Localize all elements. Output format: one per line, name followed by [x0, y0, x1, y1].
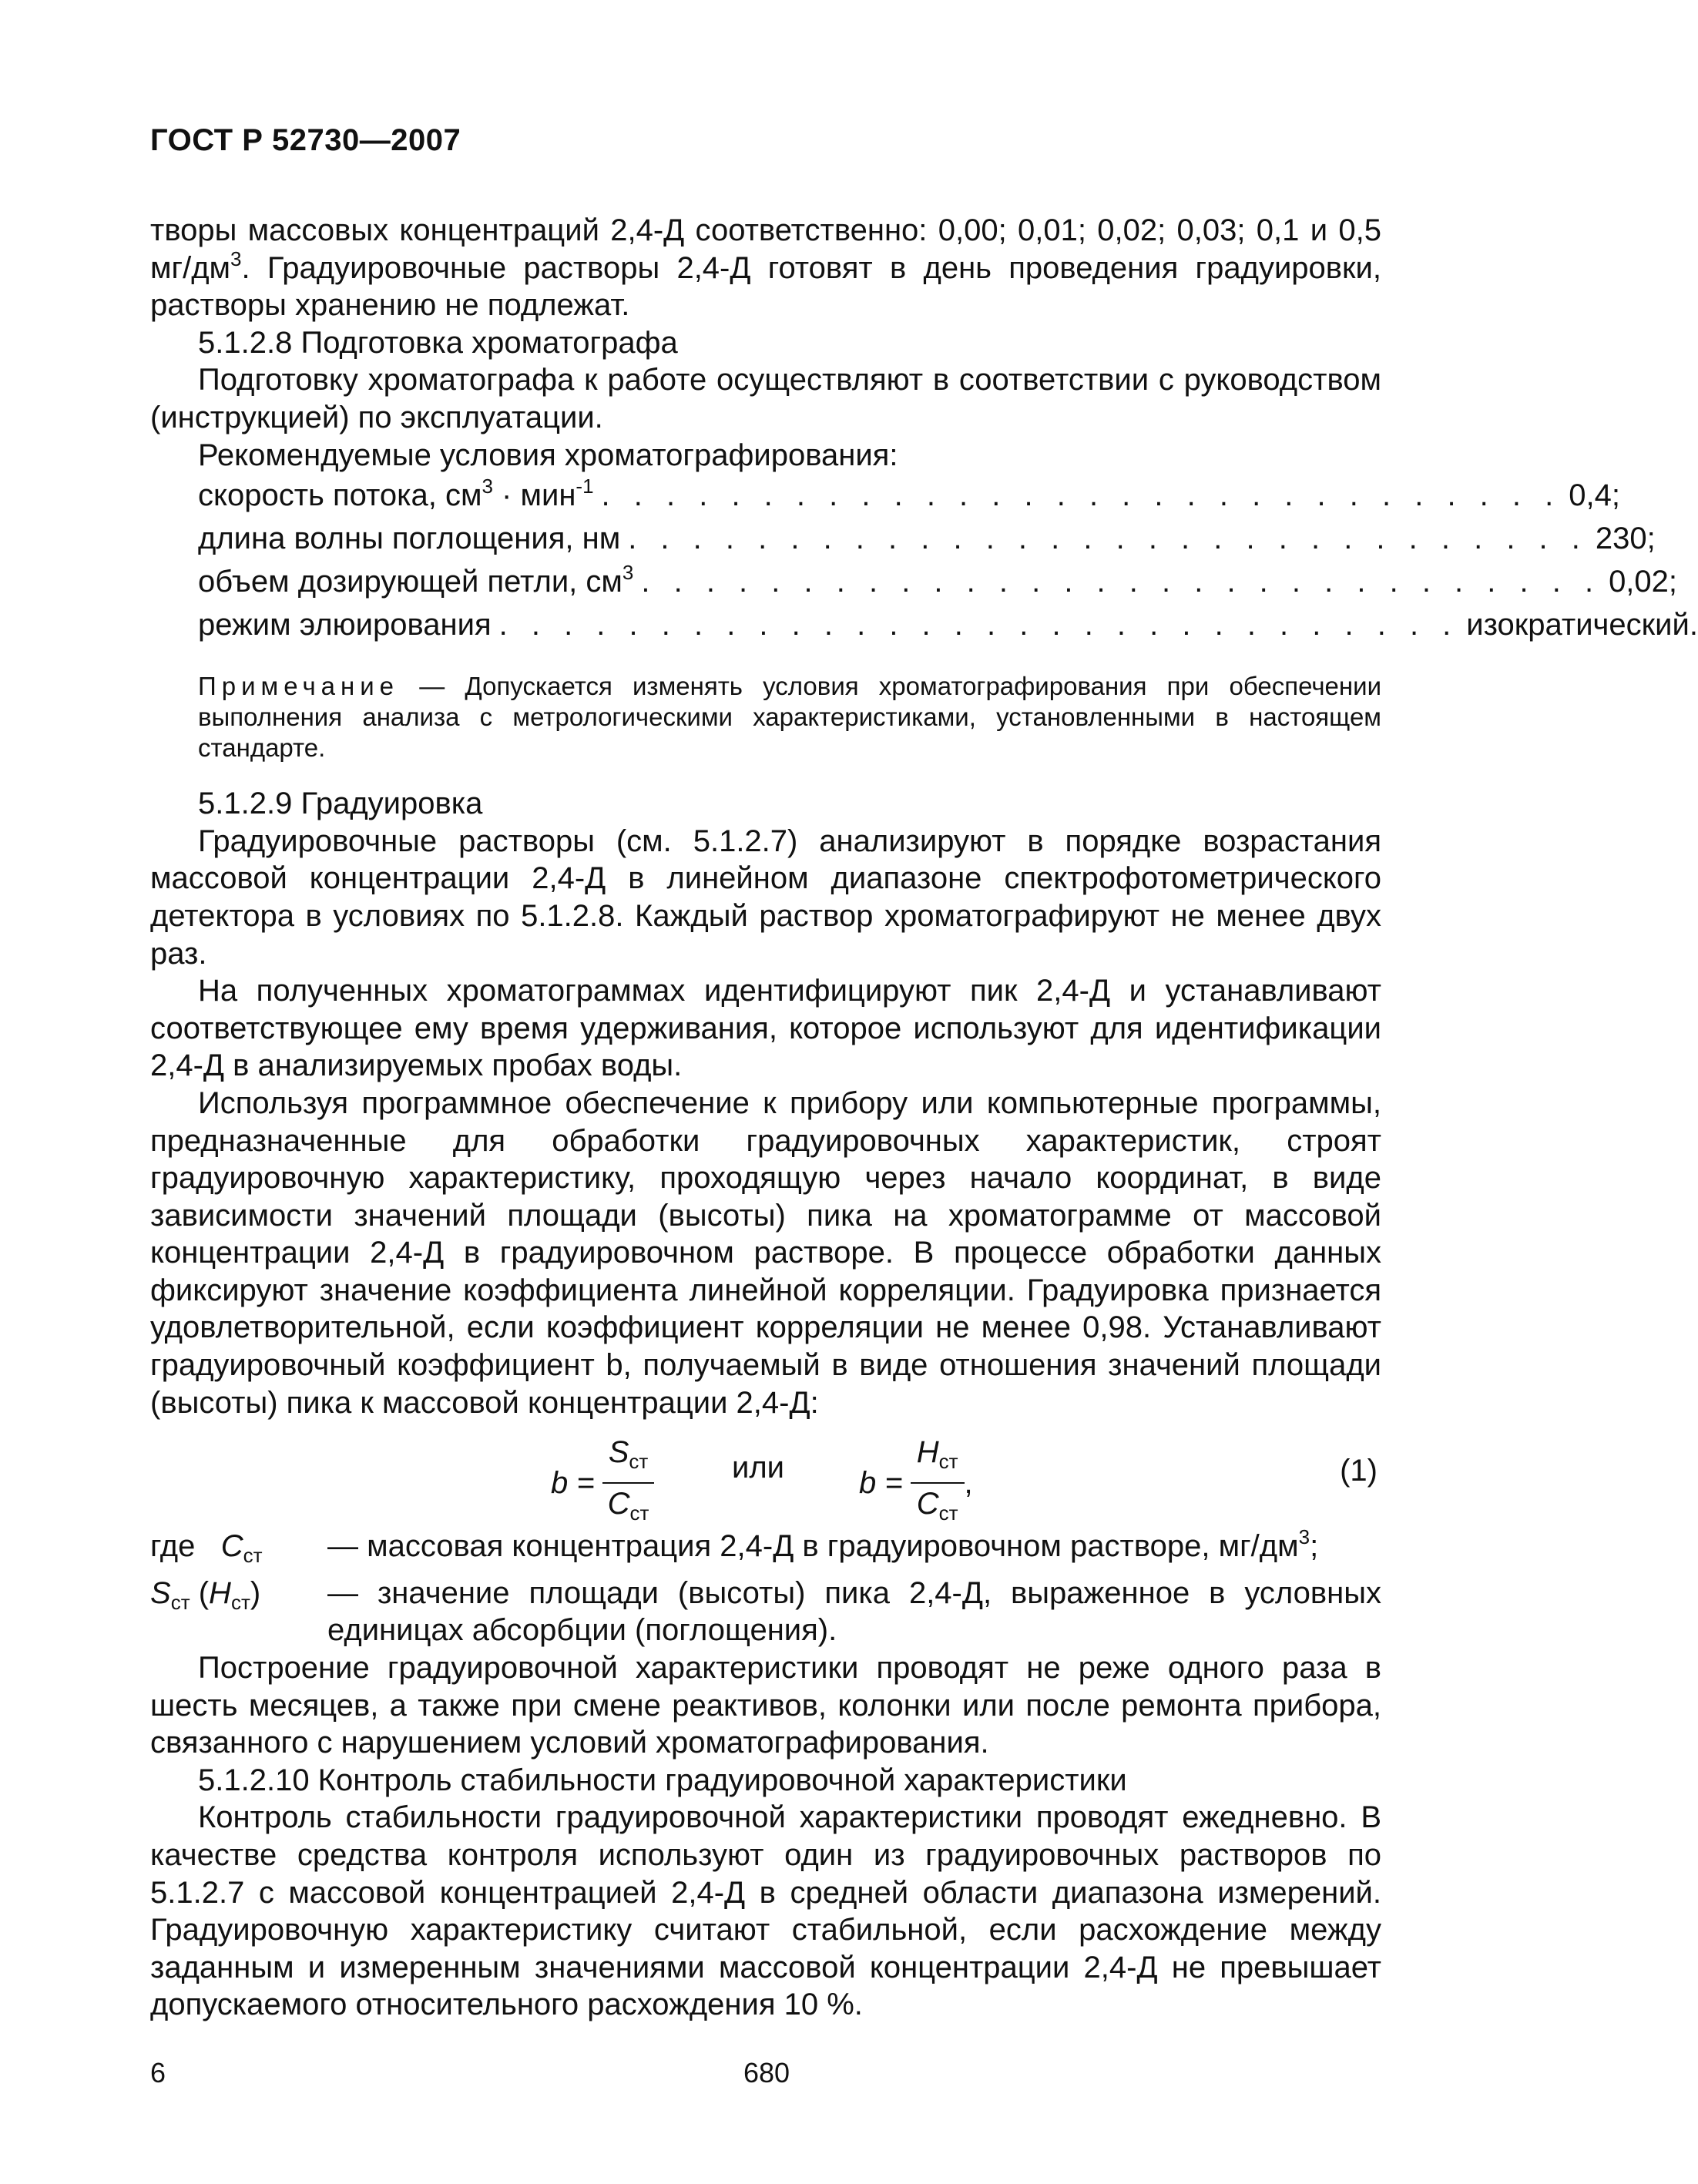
- superscript: 3: [230, 247, 242, 270]
- paragraph: Подготовку хроматографа к работе осуществляют в соответствии с руководством (инструкцией) по эксплуатации.: [150, 363, 1381, 434]
- condition-value: изократический.: [1466, 608, 1698, 642]
- paragraph: На полученных хроматограммах идентифицируют пик 2,4-Д и устанавливают соответствующее ему время удерживания, которое используют для идентификации 2,4-Д в анализируемых пробах воды.: [150, 974, 1381, 1083]
- condition-row: [198, 474, 1620, 517]
- document-body: [150, 212, 1698, 2024]
- condition-name: объем дозирующей петли, $см^3$: [198, 561, 634, 599]
- formula-1: [150, 1426, 1381, 1525]
- where-row-1: [150, 1525, 1381, 1575]
- fraction-s-over-c: b = $\frac{S_{ст}}{C_{ст}}$: [551, 1434, 654, 1531]
- leader-dots: . . . . . . . . . . . . . . . . . . . . . . . . . . . . . .: [601, 478, 1562, 513]
- note-label: Примечание: [198, 672, 400, 701]
- intro-paragraph: [150, 212, 1381, 324]
- leader-dots: . . . . . . . . . . . . . . . . . . . . . . . . . . . . . .: [628, 522, 1588, 556]
- condition-row: [198, 517, 1656, 560]
- paragraph: Используя программное обеспечение к прибору или компьютерные программы, предназначенные для обработки градуировочных характеристик, строят градуировочную характеристику, проходящую через начало координат, в виде зависимости значений площади (высоты) пика на хроматограмме от массовой концентрации 2,4-Д в градуировочном растворе. В процессе обработки данных фиксируют значение коэффициента линейной корреляции. Градуировка признается удовлетворительной, если коэффициент корреляции не менее 0,98. Устанавливают градуировочный коэффициент b, получаемый в виде отношения значений площади (высоты) пика к массовой концентрации 2,4-Д:: [150, 1085, 1381, 1420]
- intro-line-1: творы массовых концентраций 2,4-Д соответственно: 0,00; 0,01; 0,02; 0,03; 0,1 и: [150, 213, 1328, 247]
- paragraph: Контроль стабильности градуировочной характеристики проводят ежедневно. В качестве средства контроля используют один из градуировочных растворов по 5.1.2.7 с массовой концентрацией 2,4-Д в средней области диапазона измерений. Градуировочную характеристику считают стабильной, если расхождение между заданным и измеренным значениями массовой концентрации 2,4-Д не превышает допускаемого относительного расхождения 10 %.: [150, 1800, 1381, 2022]
- note-block: [150, 671, 1381, 763]
- document-header: ГОСТ Р 52730—2007: [150, 123, 461, 157]
- condition-value: 0,4;: [1569, 478, 1620, 513]
- leader-dots: . . . . . . . . . . . . . . . . . . . . . . . . . . . . . .: [641, 565, 1602, 599]
- where-symbol: где $C_{ст}$: [150, 1529, 263, 1568]
- note-text: — Допускается изменять условия хроматографирования при обеспечении выполнения анализа с метрологическими характеристиками, установленными в настоящем стандарте.: [198, 672, 1381, 763]
- condition-name: режим элюирования: [198, 608, 492, 642]
- condition-name: скорость потока, $см^3 \cdot мин^{-1}$: [198, 475, 594, 513]
- condition-value: 230;: [1595, 522, 1656, 556]
- where-row-2: [150, 1575, 1381, 1649]
- fraction-h-over-c: b = $\frac{H_{ст}}{C_{ст}}$ ,: [859, 1435, 973, 1525]
- formula-or: или: [732, 1451, 785, 1485]
- section-title-5128: 5.1.2.8 Подготовка хроматографа: [198, 325, 678, 360]
- where-symbol: $S_{ст}$ $(H_{ст})$: [150, 1575, 261, 1614]
- leader-dots: . . . . . . . . . . . . . . . . . . . . . . . . . . . . . .: [498, 608, 1459, 642]
- sheet-number: 680: [743, 2057, 790, 2088]
- formula-lhs: b =: [859, 1465, 903, 1500]
- section-title-51210: 5.1.2.10 Контроль стабильности градуировочной характеристики: [198, 1763, 1127, 1797]
- paragraph: Построение градуировочной характеристики проводят не реже одного раза в шесть месяцев, а также при смене реактивов, колонки или после ремонта прибора, связанного с нарушением условий хроматографирования.: [150, 1651, 1381, 1760]
- page-number: 6: [150, 2057, 166, 2088]
- formula-lhs: b =: [551, 1465, 595, 1500]
- condition-row: [198, 560, 1678, 603]
- section-title-5129: 5.1.2.9 Градуировка: [198, 787, 483, 821]
- where-definition: — массовая концентрация 2,4-Д в градуировочном растворе, $мг/дм^3$;: [327, 1525, 1319, 1564]
- condition-value: 0,02;: [1609, 565, 1678, 599]
- paragraph: Градуировочные растворы (см. 5.1.2.7) анализируют в порядке возрастания массовой концентрации 2,4-Д в линейном диапазоне спектрофотометрического детектора в условиях по 5.1.2.8. Каждый раствор хроматографируют не менее двух раз.: [150, 824, 1381, 971]
- intro-line-2-cont: . Градуировочные растворы 2,4-Д готовят в день проведения градуировки, растворы хранению не подлежат.: [150, 250, 1381, 323]
- intro-line-2: 0,5 мг/дм: [150, 213, 1381, 285]
- conditions-list: [150, 474, 1698, 646]
- where-definition: — значение площади (высоты) пика 2,4-Д, выраженное в условных единицах абсорбции (поглощения).: [327, 1575, 1381, 1648]
- condition-name: длина волны поглощения, нм: [198, 522, 621, 556]
- condition-row: [198, 603, 1698, 646]
- equation-number: (1): [1340, 1454, 1378, 1488]
- conditions-title: Рекомендуемые условия хроматографирования:: [198, 438, 898, 472]
